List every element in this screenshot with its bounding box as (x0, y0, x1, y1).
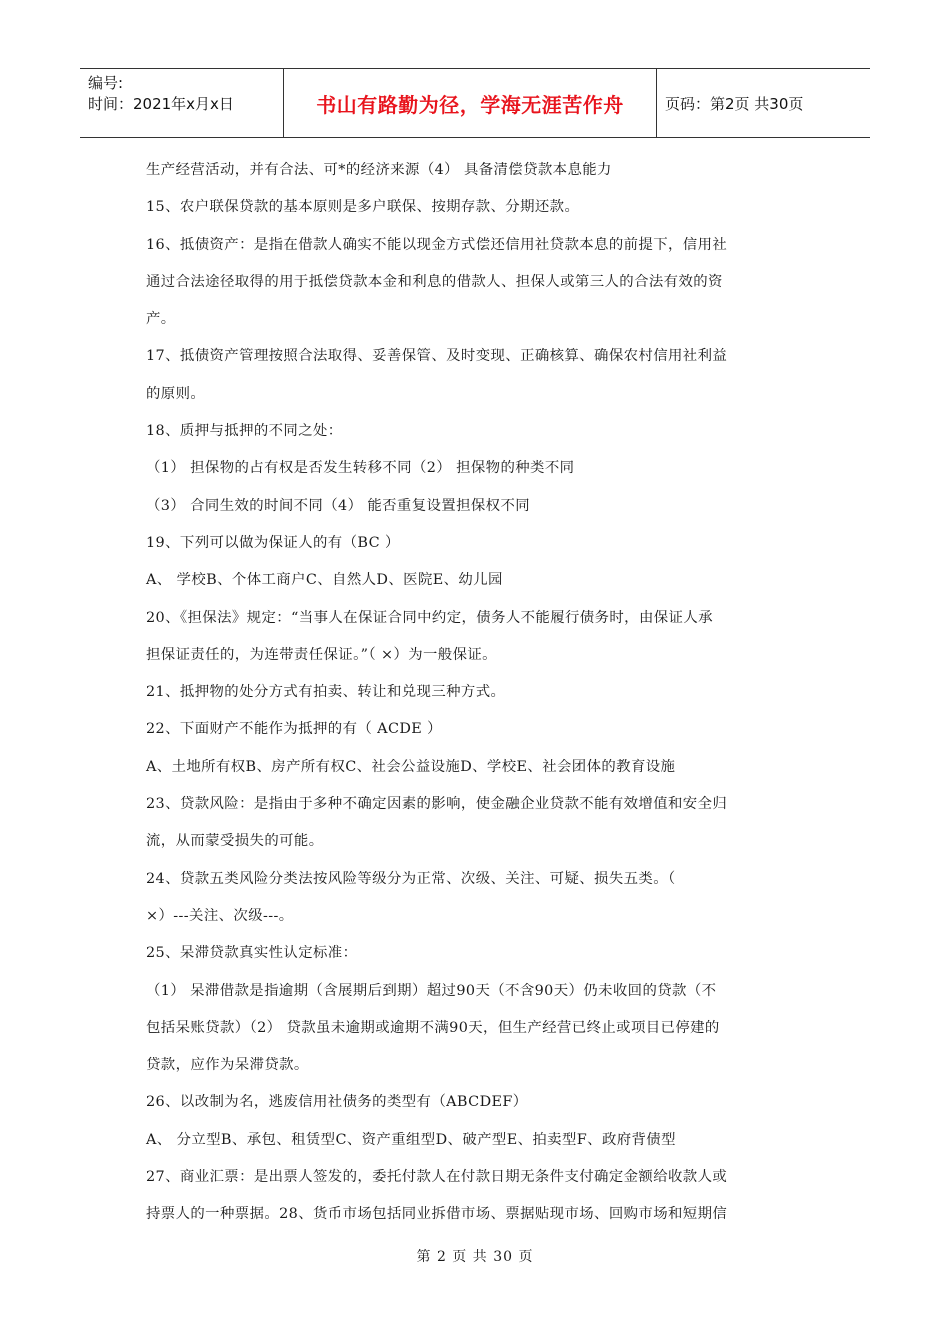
text-line: 27、商业汇票：是出票人签发的，委托付款人在付款日期无条件支付确定金额给收款人或 (146, 1169, 728, 1186)
time-label: 时间：2021年x月x日 (88, 95, 234, 113)
text-line: A、 分立型B、承包、租赁型C、资产重组型D、破产型E、拍卖型F、政府背债型 (146, 1131, 676, 1148)
text-line: 持票人的一种票据。28、货币市场包括同业拆借市场、票据贴现市场、回购市场和短期信 (146, 1206, 728, 1223)
text-line: A、 学校B、个体工商户C、自然人D、医院E、幼儿园 (146, 572, 503, 589)
text-line: 24、贷款五类风险分类法按风险等级分为正常、次级、关注、可疑、损失五类。（ (146, 870, 676, 887)
text-line: 19、下列可以做为保证人的有（BC ） (146, 534, 400, 551)
text-line: （1） 呆滞借款是指逾期（含展期后到期）超过90天（不含90天）仍未收回的贷款（不 (146, 982, 717, 999)
text-line: 25、呆滞贷款真实性认定标准： (146, 945, 358, 962)
text-line: 15、农户联保贷款的基本原则是多户联保、按期存款、分期还款。 (146, 199, 580, 216)
text-line: ×）---关注、次级---。 (146, 907, 294, 924)
text-line: （3） 合同生效的时间不同（4） 能否重复设置担保权不同 (146, 497, 531, 514)
header-page-code: 页码：第2页 共30页 (665, 94, 804, 113)
text-line: 22、下面财产不能作为抵押的有（ ACDE ） (146, 721, 442, 738)
text-line: 18、质押与抵押的不同之处： (146, 423, 343, 440)
text-line: 通过合法途径取得的用于抵偿贷款本金和利息的借款人、担保人或第三人的合法有效的资 (146, 273, 723, 290)
header-motto: 书山有路勤为径，学海无涯苦作舟 (283, 69, 657, 137)
text-line: 生产经营活动，并有合法、可*的经济来源（4） 具备清偿贷款本息能力 (146, 162, 612, 178)
text-line: 产。 (146, 311, 176, 328)
text-line: 的原则。 (146, 385, 206, 402)
page-footer: 第 2 页 共 30 页 (416, 1249, 534, 1265)
text-line: 包括呆账贷款）（2） 贷款虽未逾期或逾期不满90天，但生产经营已终止或项目已停建的 (146, 1019, 720, 1036)
text-line: 21、抵押物的处分方式有拍卖、转让和兑现三种方式。 (146, 684, 506, 701)
header-info (80, 69, 283, 137)
text-line: 贷款，应作为呆滞贷款。 (146, 1057, 309, 1074)
text-line: 16、抵债资产：是指在借款人确实不能以现金方式偿还信用社贷款本息的前提下，信用社 (146, 236, 728, 253)
serial-label: 编号: (88, 74, 124, 92)
text-line: （1） 担保物的占有权是否发生转移不同（2） 担保物的种类不同 (146, 460, 575, 477)
text-line: 担保证责任的，为连带责任保证。”（ ×）为一般保证。 (146, 646, 497, 663)
text-line: 流，从而蒙受损失的可能。 (146, 833, 324, 850)
text-line: 23、贷款风险：是指由于多种不确定因素的影响，使金融企业贷款不能有效增值和安全归 (146, 796, 728, 813)
text-line: 20、《担保法》规定：“当事人在保证合同中约定，债务人不能履行债务时，由保证人承 (146, 609, 713, 626)
document-body (146, 152, 806, 1234)
page-header (80, 68, 870, 138)
text-line: A、土地所有权B、房产所有权C、社会公益设施D、学校E、社会团体的教育设施 (146, 758, 676, 775)
text-line: 17、抵债资产管理按照合法取得、妥善保管、及时变现、正确核算、确保农村信用社利益 (146, 348, 728, 365)
text-line: 26、以改制为名，逃废信用社债务的类型有（ABCDEF） (146, 1094, 528, 1111)
